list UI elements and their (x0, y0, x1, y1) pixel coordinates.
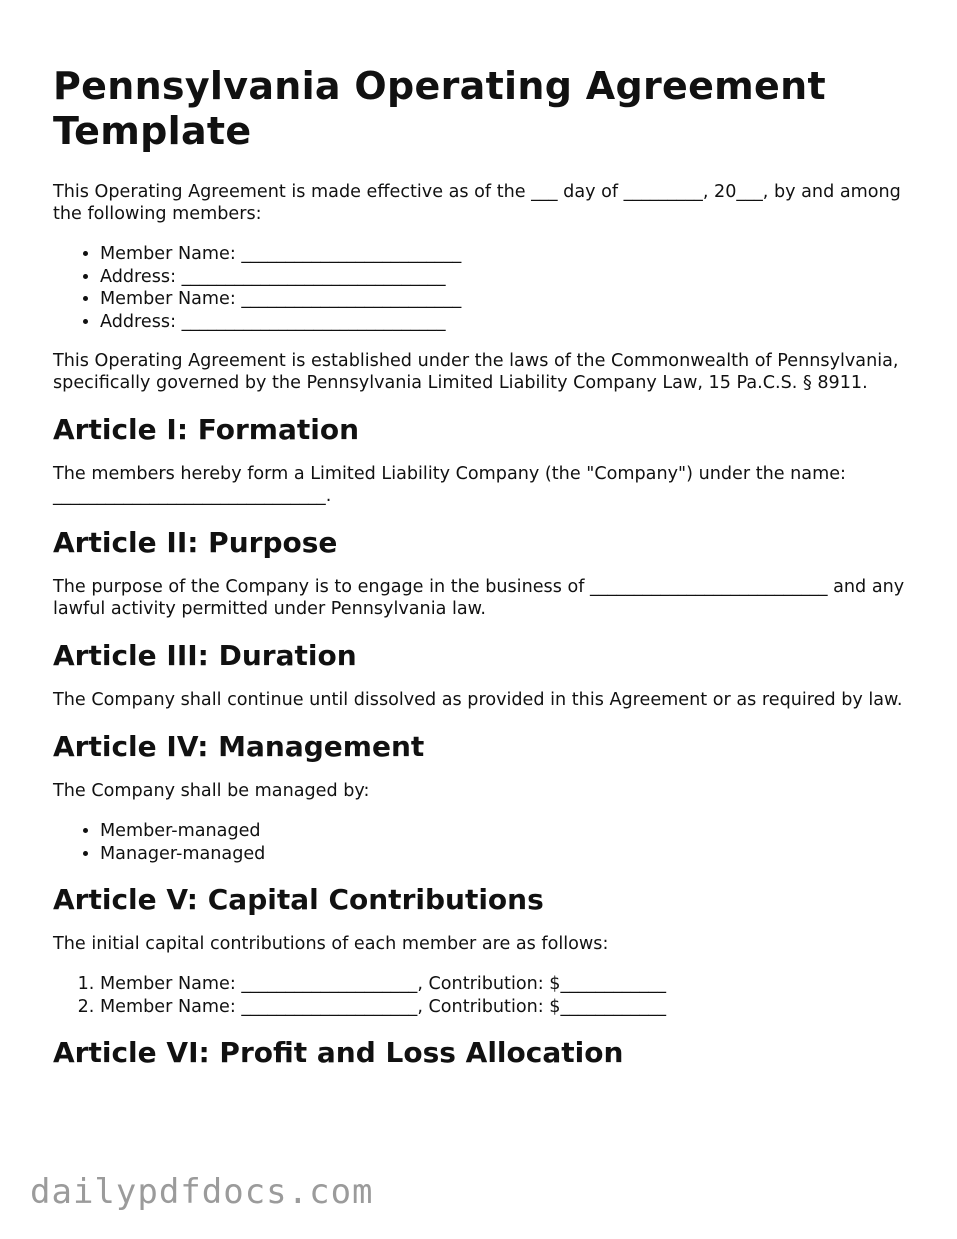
article-management-text: The Company shall be managed by: (53, 781, 370, 801)
list-item: • Member Name: _________________________ (100, 288, 913, 311)
article-capital-text: The initial capital contributions of each member are as follows: (53, 934, 609, 954)
article-formation-text: The members hereby form a Limited Liability Company (the "Company") under the name: _______________________________. (53, 464, 846, 506)
article-purpose-heading: Article II: Purpose (53, 526, 338, 559)
article-duration-heading: Article III: Duration (53, 639, 357, 672)
list-item: 2. Member Name: ____________________, Contribution: $____________ (100, 996, 913, 1019)
law-statement: This Operating Agreement is established under the laws of the Commonwealth of Pennsylvania, specifically governed by the Pennsylvania Limited Liability Company Law, 15 Pa.C.S. § 8911. (53, 351, 899, 393)
list-item: • Member-managed (100, 820, 913, 843)
intro-paragraph: This Operating Agreement is made effective as of the ___ day of _________, 20___, by and among the following members: (53, 182, 901, 224)
document-title: Pennsylvania Operating Agreement Template (53, 64, 826, 153)
article-capital-heading: Article V: Capital Contributions (53, 883, 544, 916)
article-purpose-text: The purpose of the Company is to engage in the business of ___________________________ and any lawful activity permitted under Pennsylvania law. (53, 577, 905, 619)
article-profit-loss-heading: Article VI: Profit and Loss Allocation (53, 1036, 624, 1069)
list-item: • Manager-managed (100, 843, 913, 866)
article-duration-text: The Company shall continue until dissolved as provided in this Agreement or as required by law. (53, 690, 903, 710)
article-formation-heading: Article I: Formation (53, 413, 360, 446)
article-management-heading: Article IV: Management (53, 730, 425, 763)
watermark: dailypdfdocs.com (30, 1172, 374, 1212)
members-list (53, 243, 913, 333)
capital-contributions-list (53, 973, 913, 1018)
list-item: • Address: ______________________________ (100, 266, 913, 289)
document-page (53, 64, 913, 1086)
management-options-list (53, 820, 913, 865)
list-item: • Member Name: _________________________ (100, 243, 913, 266)
list-item: • Address: ______________________________ (100, 311, 913, 334)
list-item: 1. Member Name: ____________________, Contribution: $____________ (100, 973, 913, 996)
